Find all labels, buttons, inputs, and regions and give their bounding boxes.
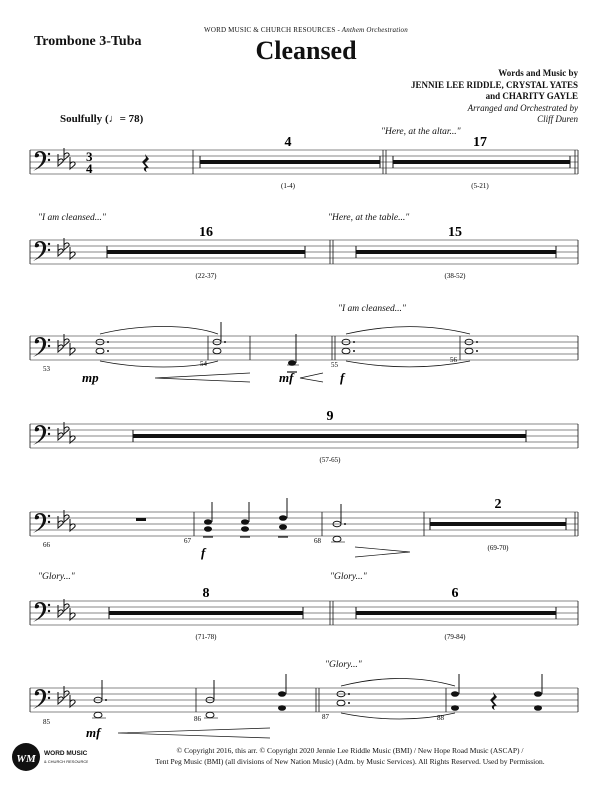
multirest-count: 4 xyxy=(284,135,292,150)
rest-range: (38-52) xyxy=(444,272,466,280)
multirest-count: 16 xyxy=(199,225,213,240)
rest-range: (1-4) xyxy=(281,182,295,190)
time-sig-top: 3 xyxy=(86,149,93,164)
logo-line-2: & CHURCH RESOURCES xyxy=(44,759,88,764)
cue-table: "Here, at the table..." xyxy=(328,213,410,223)
measure-number: 53 xyxy=(43,365,50,373)
quarter-rest-icon xyxy=(142,154,149,172)
measure-number: 55 xyxy=(331,361,338,369)
copyright-notice xyxy=(95,745,605,767)
system-6 xyxy=(30,586,578,641)
system-3 xyxy=(30,322,578,385)
system-5 xyxy=(30,497,578,560)
measure-number: 68 xyxy=(314,537,321,545)
cue-glory-2: "Glory..." xyxy=(330,572,367,582)
measure-number: 66 xyxy=(43,541,50,549)
dotted-half-chord xyxy=(96,339,104,354)
multirest-count: 17 xyxy=(473,135,487,150)
rest-range: (79-84) xyxy=(444,633,466,641)
instrument-name: Trombone 3-Tuba xyxy=(34,34,142,49)
multirest-count: 15 xyxy=(448,225,462,240)
system-2 xyxy=(30,225,578,280)
multirest-bar xyxy=(393,160,570,164)
logo-line-1: WORD MUSIC xyxy=(44,750,88,757)
system-4 xyxy=(30,409,578,464)
rest-range: (22-37) xyxy=(195,272,217,280)
quarter-note-icon: ♩ xyxy=(108,113,120,125)
multirest-bar xyxy=(109,611,303,615)
rest-range: (57-65) xyxy=(319,456,341,464)
multirest-bar xyxy=(133,434,526,438)
cue-glory-1: "Glory..." xyxy=(38,572,75,582)
cue-glory-3: "Glory..." xyxy=(325,660,362,670)
diminuendo-hairpin xyxy=(155,373,250,382)
tempo-word: Soulfully xyxy=(60,113,103,125)
measure-number: 85 xyxy=(43,718,50,726)
copyright-line-1: © Copyright 2016, this arr. © Copyright 2020 Jennie Lee Riddle Music (BMI) / New Hope Road Music (ASCAP) / xyxy=(176,746,524,755)
diminuendo-hairpin xyxy=(355,547,410,557)
tempo-paren-close: ) xyxy=(139,113,144,125)
arranger-label: Arranged and Orchestrated by xyxy=(467,102,578,113)
multirest-bar xyxy=(430,522,566,526)
system-7 xyxy=(30,674,578,740)
tempo-paren-open: ( xyxy=(104,113,109,125)
rest-range: (5-21) xyxy=(471,182,489,190)
half-rest-icon xyxy=(136,518,146,521)
tempo-bpm: = 78 xyxy=(119,113,140,125)
dynamic-f: f xyxy=(340,370,345,385)
quarter-rest-icon xyxy=(490,692,497,710)
measure-number: 87 xyxy=(322,713,329,721)
measure-number: 67 xyxy=(184,537,191,545)
multirest-bar xyxy=(200,160,380,164)
arranger-name: Cliff Duren xyxy=(537,114,578,124)
composers-line-1: JENNIE LEE RIDDLE, CRYSTAL YATES xyxy=(411,79,578,90)
cue-altar: "Here, at the altar..." xyxy=(381,127,461,137)
crescendo-hairpin xyxy=(300,373,323,382)
cue-cleansed-1: "I am cleansed..." xyxy=(38,213,106,223)
multirest-count: 9 xyxy=(326,409,334,424)
rest-range: (71-78) xyxy=(195,633,217,641)
multirest-count: 2 xyxy=(494,497,502,512)
multirest-bar xyxy=(107,250,305,254)
multirest-bar xyxy=(356,611,556,615)
multirest-bar xyxy=(356,250,556,254)
copyright-line-2: Tent Peg Music (BMI) (all divisions of New Nation Music) (Adm. by Music Services). All Rights Reserved. Used by Permission. xyxy=(155,757,545,766)
time-sig-bottom: 4 xyxy=(86,161,93,176)
measure-number: 56 xyxy=(450,356,457,364)
words-music-label: Words and Music by xyxy=(498,68,578,78)
composers-line-2: and CHARITY GAYLE xyxy=(485,91,578,101)
accented-quarter-note xyxy=(287,334,299,372)
multirest-count: 6 xyxy=(451,586,459,601)
measure-number: 88 xyxy=(437,714,444,722)
measure-number: 86 xyxy=(194,715,201,723)
song-title: Cleansed xyxy=(255,36,357,65)
system-1 xyxy=(30,135,578,190)
dynamic-mp: mp xyxy=(82,370,99,385)
svg-text:WM: WM xyxy=(16,753,36,765)
cue-cleansed-2: "I am cleansed..." xyxy=(338,304,406,314)
publisher-name: WORD MUSIC & CHURCH RESOURCES xyxy=(204,26,336,34)
dynamic-f: f xyxy=(201,545,206,560)
chord-quarter-notes xyxy=(204,515,287,532)
tie-icon xyxy=(100,327,218,335)
word-music-logo-icon xyxy=(8,737,88,779)
dynamic-mf: mf xyxy=(86,725,101,740)
dynamic-mf: mf xyxy=(279,370,294,385)
publisher-sub: - Anthem Orchestration xyxy=(337,26,408,34)
multirest-count: 8 xyxy=(202,586,210,601)
diminuendo-hairpin xyxy=(118,728,270,738)
rest-range: (69-70) xyxy=(487,544,509,552)
measure-number: 54 xyxy=(200,360,207,368)
